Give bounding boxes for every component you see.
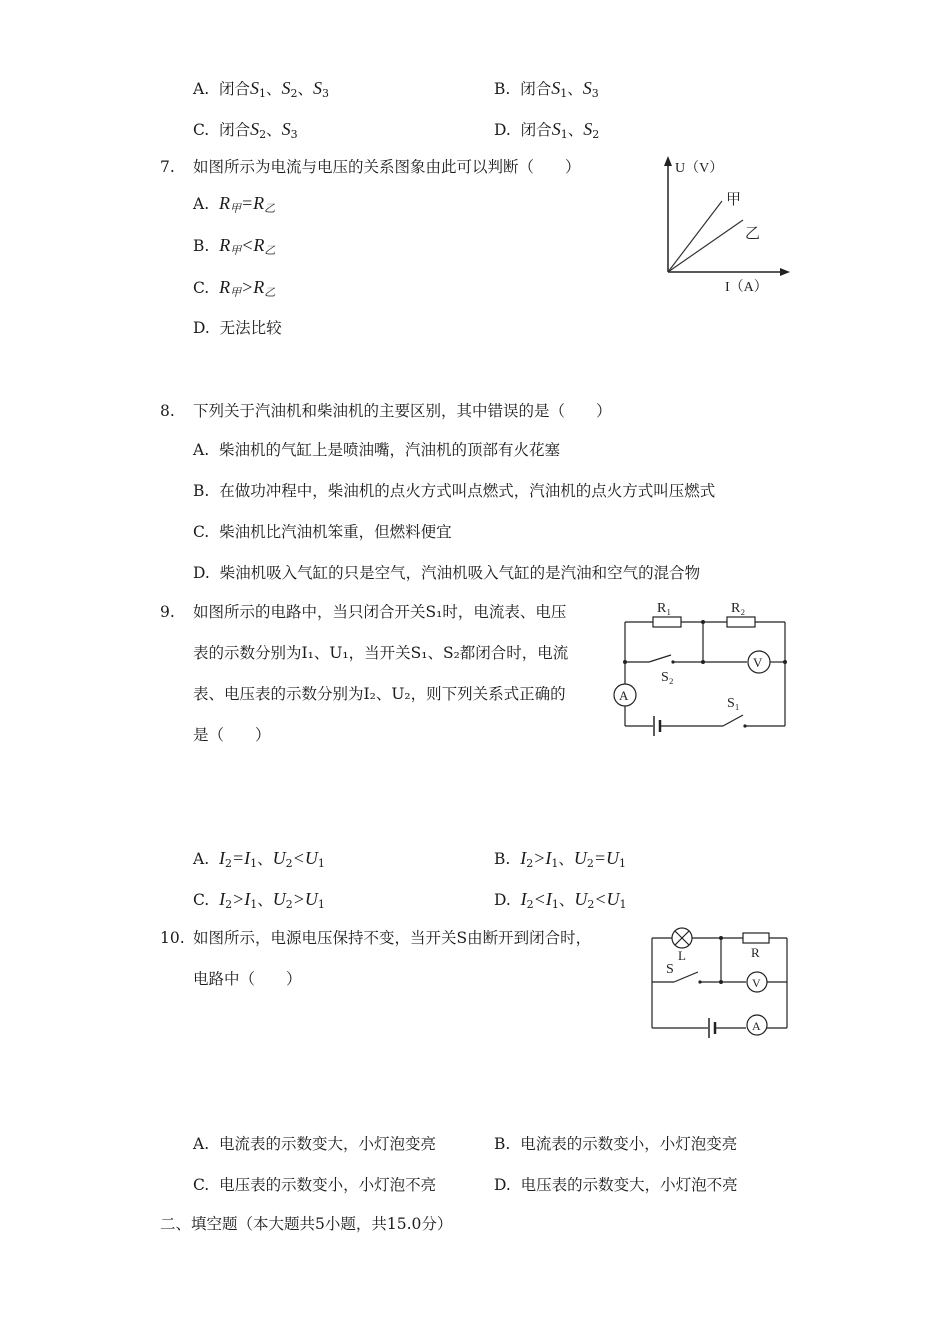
y-axis-label: U（V）: [675, 161, 724, 176]
svg-text:V: V: [753, 655, 763, 670]
q7-option-a[interactable]: A. R甲=R乙: [193, 193, 276, 215]
svg-text:A: A: [752, 1019, 761, 1033]
line-jia-label: 甲: [726, 192, 742, 208]
q9-option-a[interactable]: A. $I_2=I_1$、$U_2<U_1$: [193, 848, 325, 870]
q10-option-b[interactable]: B. 电流表的示数变小，小灯泡变亮: [494, 1135, 738, 1153]
svg-text:S: S: [666, 962, 674, 977]
svg-text:R₂: R₂: [731, 601, 746, 616]
svg-text:L: L: [678, 948, 686, 963]
q9-option-c[interactable]: C. $I_2>I_1$、$U_2>U_1$: [193, 889, 325, 911]
svg-text:S₂: S₂: [661, 670, 674, 685]
q7-option-c[interactable]: C. R甲>R乙: [193, 277, 276, 299]
q8-option-d[interactable]: D. 柴油机吸入气缸的只是空气，汽油机吸入气缸的是汽油和空气的混合物: [193, 564, 701, 582]
svg-text:A: A: [619, 688, 629, 703]
section-2-heading: 二、填空题（本大题共5小题，共15.0分）: [160, 1215, 453, 1233]
q10-option-c[interactable]: C. 电压表的示数变小，小灯泡不亮: [193, 1176, 437, 1194]
q8-option-a[interactable]: A. 柴油机的气缸上是喷油嘴，汽油机的顶部有火花塞: [193, 441, 560, 459]
q7-number: 7.: [160, 158, 175, 176]
q6-option-d[interactable]: D. 闭合$S_1$、$S_2$: [494, 119, 600, 141]
line-yi-label: 乙: [745, 226, 761, 242]
q9-stem-line-1: 如图所示的电路中，当只闭合开关S₁时，电流表、电压: [193, 603, 567, 621]
q9-circuit-diagram: [605, 595, 795, 745]
q10-circuit-diagram: [640, 922, 800, 1040]
q10-option-a[interactable]: A. 电流表的示数变大，小灯泡变亮: [193, 1135, 436, 1153]
svg-text:R: R: [751, 945, 760, 960]
q8-option-c[interactable]: C. 柴油机比汽油机笨重，但燃料便宜: [193, 523, 452, 541]
q9-number: 9.: [160, 603, 175, 621]
q6-option-a[interactable]: A. 闭合$S_1$、$S_2$、$S_3$: [193, 78, 330, 100]
q7-ui-graph: [650, 150, 800, 300]
q9-stem-line-4: 是（ ）: [193, 726, 271, 744]
svg-text:S₁: S₁: [727, 696, 740, 711]
x-axis-label: I（A）: [725, 280, 768, 295]
q6-option-c[interactable]: C. 闭合$S_2$、$S_3$: [193, 119, 298, 141]
q10-stem-line-1: 如图所示，电源电压保持不变，当开关S由断开到闭合时，: [193, 929, 592, 947]
svg-text:V: V: [752, 976, 761, 990]
line-yi: [668, 220, 743, 272]
q10-stem-line-2: 电路中（ ）: [193, 970, 302, 988]
q9-stem-line-2: 表的示数分别为I₁、U₁，当开关S₁、S₂都闭合时，电流: [193, 644, 569, 662]
line-jia: [668, 201, 722, 272]
q7-option-b[interactable]: B. R甲<R乙: [193, 235, 276, 257]
q10-number: 10.: [160, 929, 185, 947]
q10-option-d[interactable]: D. 电压表的示数变大，小灯泡不亮: [494, 1176, 738, 1194]
q9-option-d[interactable]: D. $I_2<I_1$、$U_2<U_1$: [494, 889, 627, 911]
svg-text:R₁: R₁: [657, 601, 672, 616]
q9-stem-line-3: 表、电压表的示数分别为I₂、U₂，则下列关系式正确的: [193, 685, 566, 703]
q9-option-b[interactable]: B. $I_2>I_1$、$U_2=U_1$: [494, 848, 627, 870]
q7-option-d[interactable]: D. 无法比较: [193, 319, 282, 337]
q7-stem: 如图所示为电流与电压的关系图象由此可以判断（ ）: [193, 158, 581, 176]
q8-option-b[interactable]: B. 在做功冲程中，柴油机的点火方式叫点燃式，汽油机的点火方式叫压燃式: [193, 482, 716, 500]
q8-stem: 下列关于汽油机和柴油机的主要区别，其中错误的是（ ）: [193, 402, 612, 420]
q6-option-b[interactable]: B. 闭合$S_1$、$S_3$: [494, 78, 599, 100]
q8-number: 8.: [160, 402, 175, 420]
